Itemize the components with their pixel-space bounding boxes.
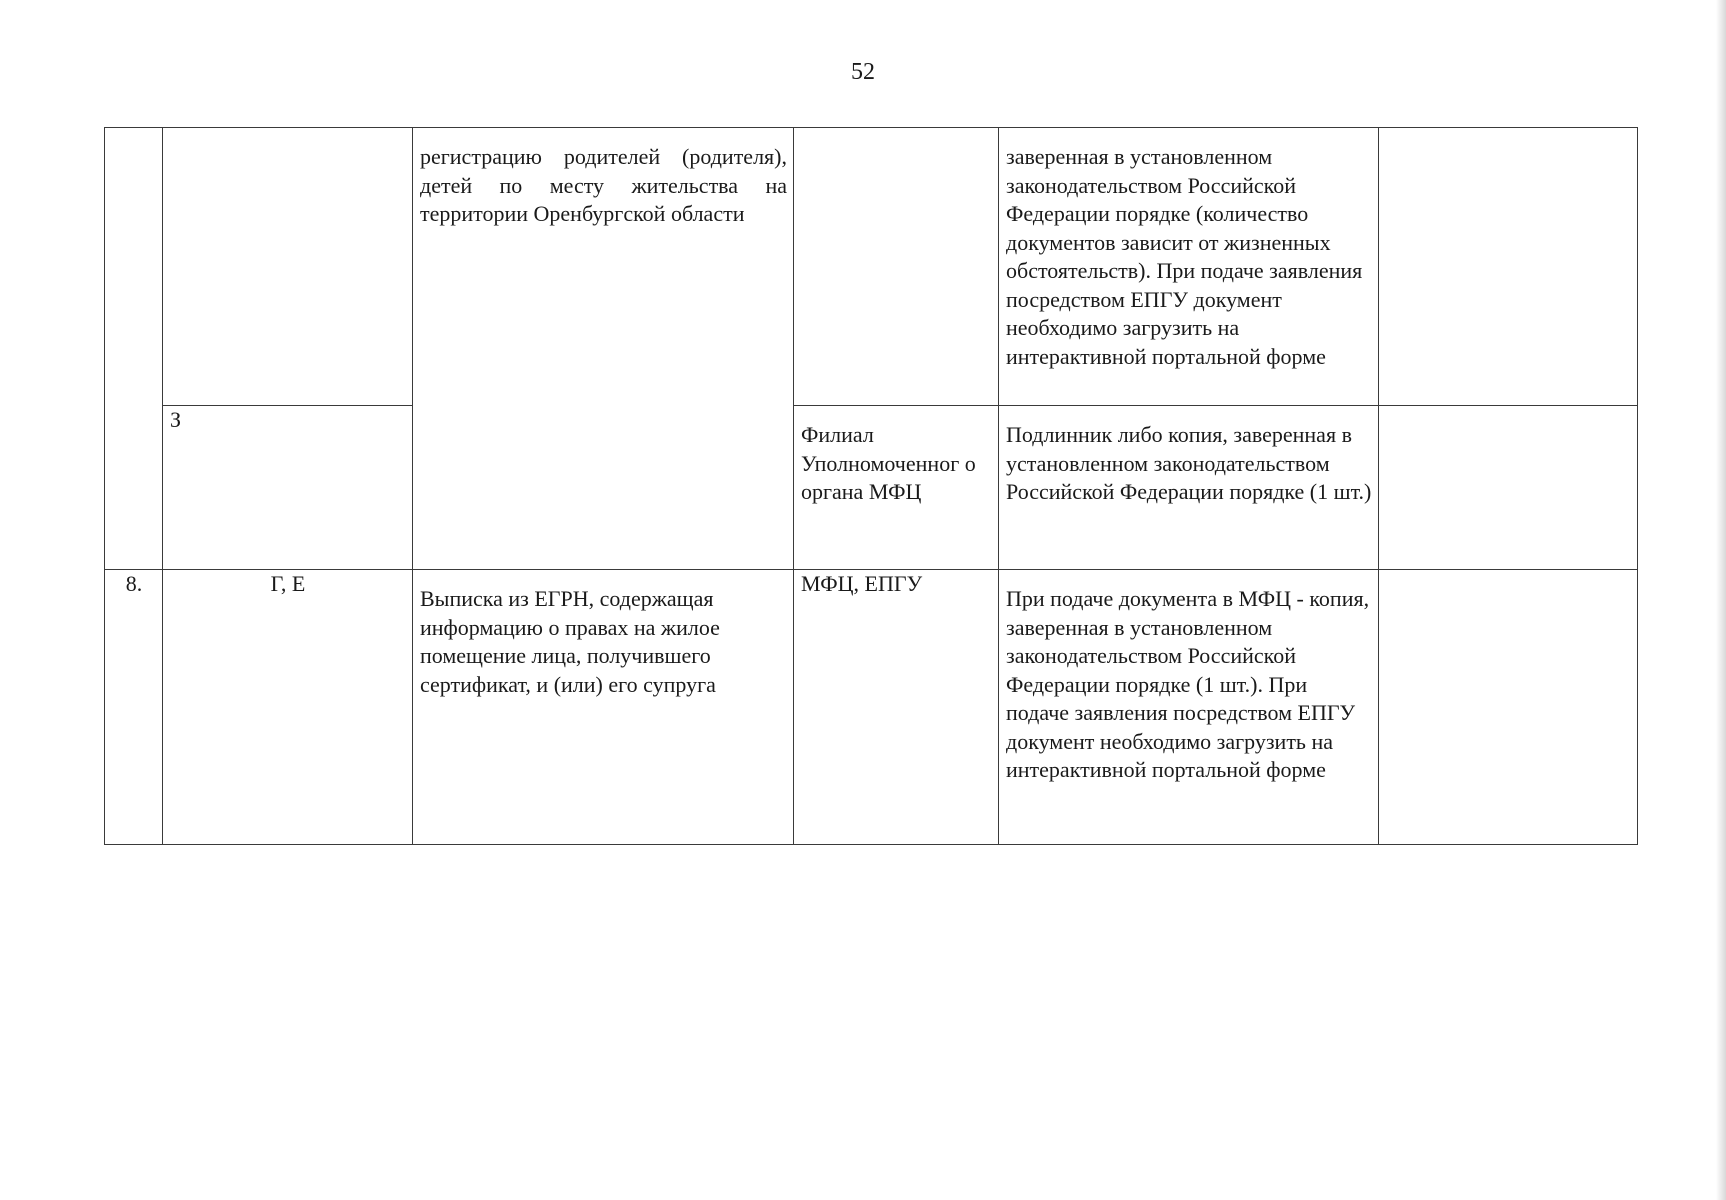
letter-cell: З — [163, 406, 413, 570]
requirement-cell: заверенная в установленном законодательством Российской Федерации порядке (количество документов зависит от жизненных обстоятельств). При подаче заявления посредством ЕПГУ документ необходимо загрузить на интерактивной портальной форме — [999, 128, 1379, 406]
table-row — [105, 406, 1638, 570]
scan-edge-shadow — [1716, 0, 1726, 1200]
table-row — [105, 128, 1638, 406]
documents-table — [104, 127, 1638, 845]
source-cell: МФЦ, ЕПГУ — [794, 570, 999, 845]
requirement-cell: Подлинник либо копия, заверенная в установленном законодательством Российской Федерации порядке (1 шт.) — [999, 406, 1379, 570]
row-number-cell: 8. — [105, 570, 163, 845]
row-number-cell — [105, 128, 163, 570]
source-cell: Филиал Уполномоченног о органа МФЦ — [794, 406, 999, 570]
requirement-cell: При подаче документа в МФЦ - копия, заверенная в установленном законодательством Российской Федерации порядке (1 шт.). При подаче заявления посредством ЕПГУ документ необходимо загрузить на интерактивной портальной форме — [999, 570, 1379, 845]
document-name-cell: Выписка из ЕГРН, содержащая информацию о правах на жилое помещение лица, получившего сертификат, и (или) его супруга — [413, 570, 794, 845]
note-cell — [1379, 128, 1638, 406]
table-row — [105, 570, 1638, 845]
letter-cell — [163, 128, 413, 406]
document-name-cell: регистрацию родителей (родителя), детей по месту жительства на территории Оренбургской области — [413, 128, 794, 570]
page-number: 52 — [851, 59, 875, 85]
letter-cell: Г, Е — [163, 570, 413, 845]
note-cell — [1379, 406, 1638, 570]
source-cell — [794, 128, 999, 406]
note-cell — [1379, 570, 1638, 845]
